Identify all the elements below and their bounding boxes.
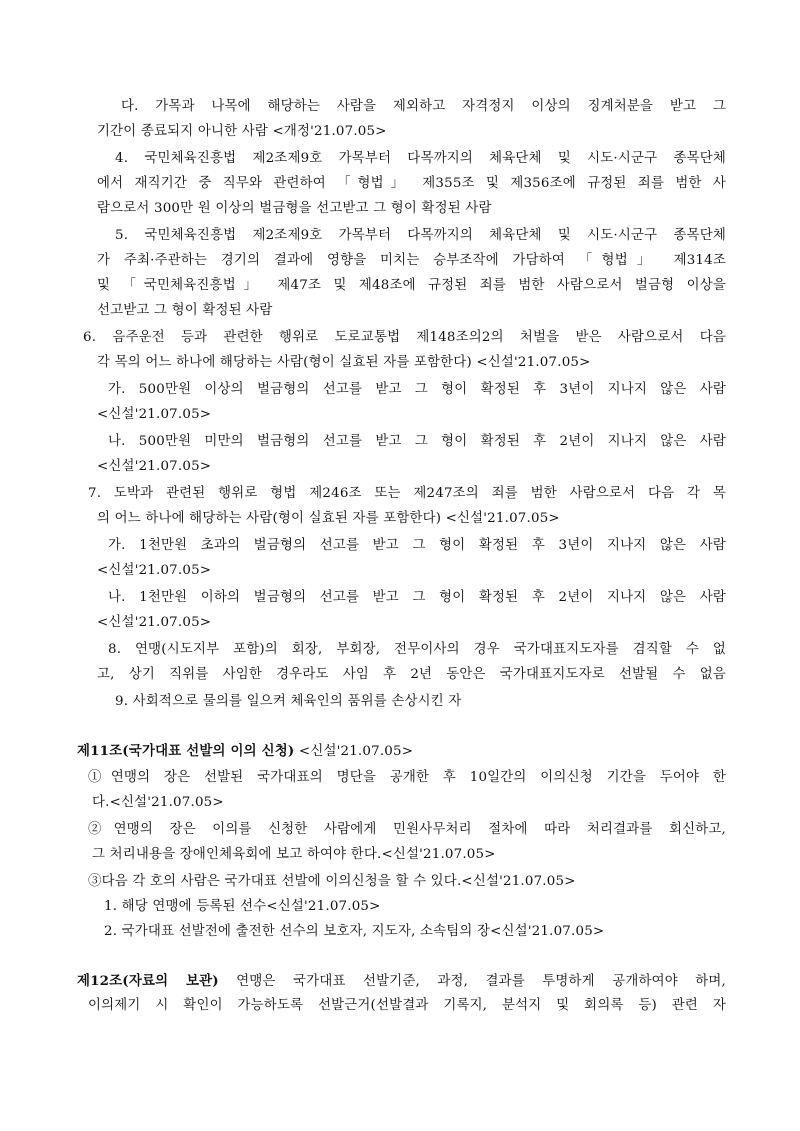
item-6-ga-line-2: <신설'21.07.05> bbox=[97, 407, 212, 422]
item-5-line-2: 가 주최·주관하는 경기의 결과에 영향을 미치는 승부조작에 가담하여 「형법」 제314조 bbox=[97, 253, 726, 268]
item-3-da-line-1: 다. 가목과 나목에 해당하는 사람을 제외하고 자격정지 이상의 징계처분을 받고 그 bbox=[121, 99, 726, 114]
article-12-heading: 제12조(자료의 보관) bbox=[77, 973, 219, 989]
article-11-item-2: 2. 국가대표 선발전에 출전한 선수의 보호자, 지도자, 소속팀의 장<신설'21.07.05> bbox=[104, 924, 605, 939]
article-11-heading: 제11조(국가대표 선발의 이의 신청) bbox=[77, 743, 295, 759]
article-11-heading-line bbox=[77, 741, 413, 762]
article-11-item-1: 1. 해당 연맹에 등록된 선수<신설'21.07.05> bbox=[104, 899, 381, 914]
article-12-text-a: 연맹은 국가대표 선발기준, 과정, 결과를 투명하게 공개하여야 하며, bbox=[218, 974, 726, 989]
item-4-line-1: 4. 국민체육진흥법 제2조제9호 가목부터 다목까지의 체육단체 및 시도·시군구 종목단체 bbox=[115, 151, 726, 166]
article-11-para-2-line-1: ②연맹의 장은 이의를 신청한 사람에게 민원사무처리 절차에 따라 처리결과를 회신하고, bbox=[88, 822, 726, 837]
article-11-para-1-line-1: ①연맹의 장은 선발된 국가대표의 명단을 공개한 후 10일간의 이의신청 기간을 두어야 한 bbox=[88, 770, 726, 785]
item-9-line: 9. 사회적으로 물의를 일으켜 체육인의 품위를 손상시킨 자 bbox=[115, 694, 462, 709]
item-7-line-2: 의 어느 하나에 해당하는 사람(형이 실효된 자를 포함한다) <신설'21.07.05> bbox=[97, 511, 560, 526]
item-7-na-line-2: <신설'21.07.05> bbox=[97, 615, 212, 630]
item-8-line-2: 고, 상기 직위를 사임한 경우라도 사임 후 2년 동안은 국가대표지도자로 선발될 수 없음 bbox=[97, 667, 726, 682]
article-11-para-3: ③다음 각 호의 사람은 국가대표 선발에 이의신청을 할 수 있다.<신설'21.07.05> bbox=[88, 874, 576, 889]
item-5-line-4: 선고받고 그 형이 확정된 사람 bbox=[97, 303, 273, 318]
item-6-line-2: 각 목의 어느 하나에 해당하는 사람(형이 실효된 자를 포함한다) <신설'21.07.05> bbox=[97, 355, 591, 370]
item-8-line-1: 8. 연맹(시도지부 포함)의 회장, 부회장, 전무이사의 경우 국가대표지도자를 겸직할 수 없 bbox=[108, 642, 726, 657]
item-4-line-3: 람으로서 300만 원 이상의 벌금형을 선고받고 그 형이 확정된 사람 bbox=[97, 201, 492, 216]
item-7-ga-line-2: <신설'21.07.05> bbox=[97, 563, 212, 578]
article-11-para-1-line-2: 다.<신설'21.07.05> bbox=[92, 795, 224, 810]
item-6-na-line-1: 나. 500만원 미만의 벌금형의 선고를 받고 그 형이 확정된 후 2년이 지나지 않은 사람 bbox=[108, 434, 726, 449]
item-4-line-2: 에서 재직기간 중 직무와 관련하여 「형법」 제355조 및 제356조에 규정된 죄를 범한 사 bbox=[97, 176, 726, 191]
article-11-heading-note: <신설'21.07.05> bbox=[294, 744, 414, 759]
article-12-line-1 bbox=[77, 971, 726, 992]
item-5-line-1: 5. 국민체육진흥법 제2조제9호 가목부터 다목까지의 체육단체 및 시도·시군구 종목단체 bbox=[115, 228, 726, 243]
item-7-na-line-1: 나. 1천만원 이하의 벌금형의 선고를 받고 그 형이 확정된 후 2년이 지나지 않은 사람 bbox=[108, 590, 726, 605]
item-3-da-line-2: 기간이 종료되지 아니한 사람 <개정'21.07.05> bbox=[97, 124, 387, 139]
item-6-ga-line-1: 가. 500만원 이상의 벌금형의 선고를 받고 그 형이 확정된 후 3년이 지나지 않은 사람 bbox=[108, 382, 726, 397]
item-7-line-1: 7. 도박과 관련된 행위로 형법 제246조 또는 제247조의 죄를 범한 사람으로서 다음 각 목 bbox=[88, 486, 726, 501]
item-6-na-line-2: <신설'21.07.05> bbox=[97, 459, 212, 474]
item-5-line-3: 및 「국민체육진흥법」 제47조 및 제48조에 규정된 죄를 범한 사람으로서 벌금형 이상을 bbox=[97, 278, 726, 293]
article-11-para-2-line-2: 그 처리내용을 장애인체육회에 보고 하여야 한다.<신설'21.07.05> bbox=[92, 847, 496, 862]
item-6-line-1: 6. 음주운전 등과 관련한 행위로 도로교통법 제148조의2의 처벌을 받은 사람으로서 다음 bbox=[83, 330, 726, 345]
article-12-line-2: 이의제기 시 확인이 가능하도록 선발근거(선발결과 기록지, 분석지 및 회의록 등) 관련 자 bbox=[88, 998, 726, 1013]
item-7-ga-line-1: 가. 1천만원 초과의 벌금형의 선고를 받고 그 형이 확정된 후 3년이 지나지 않은 사람 bbox=[108, 538, 726, 553]
